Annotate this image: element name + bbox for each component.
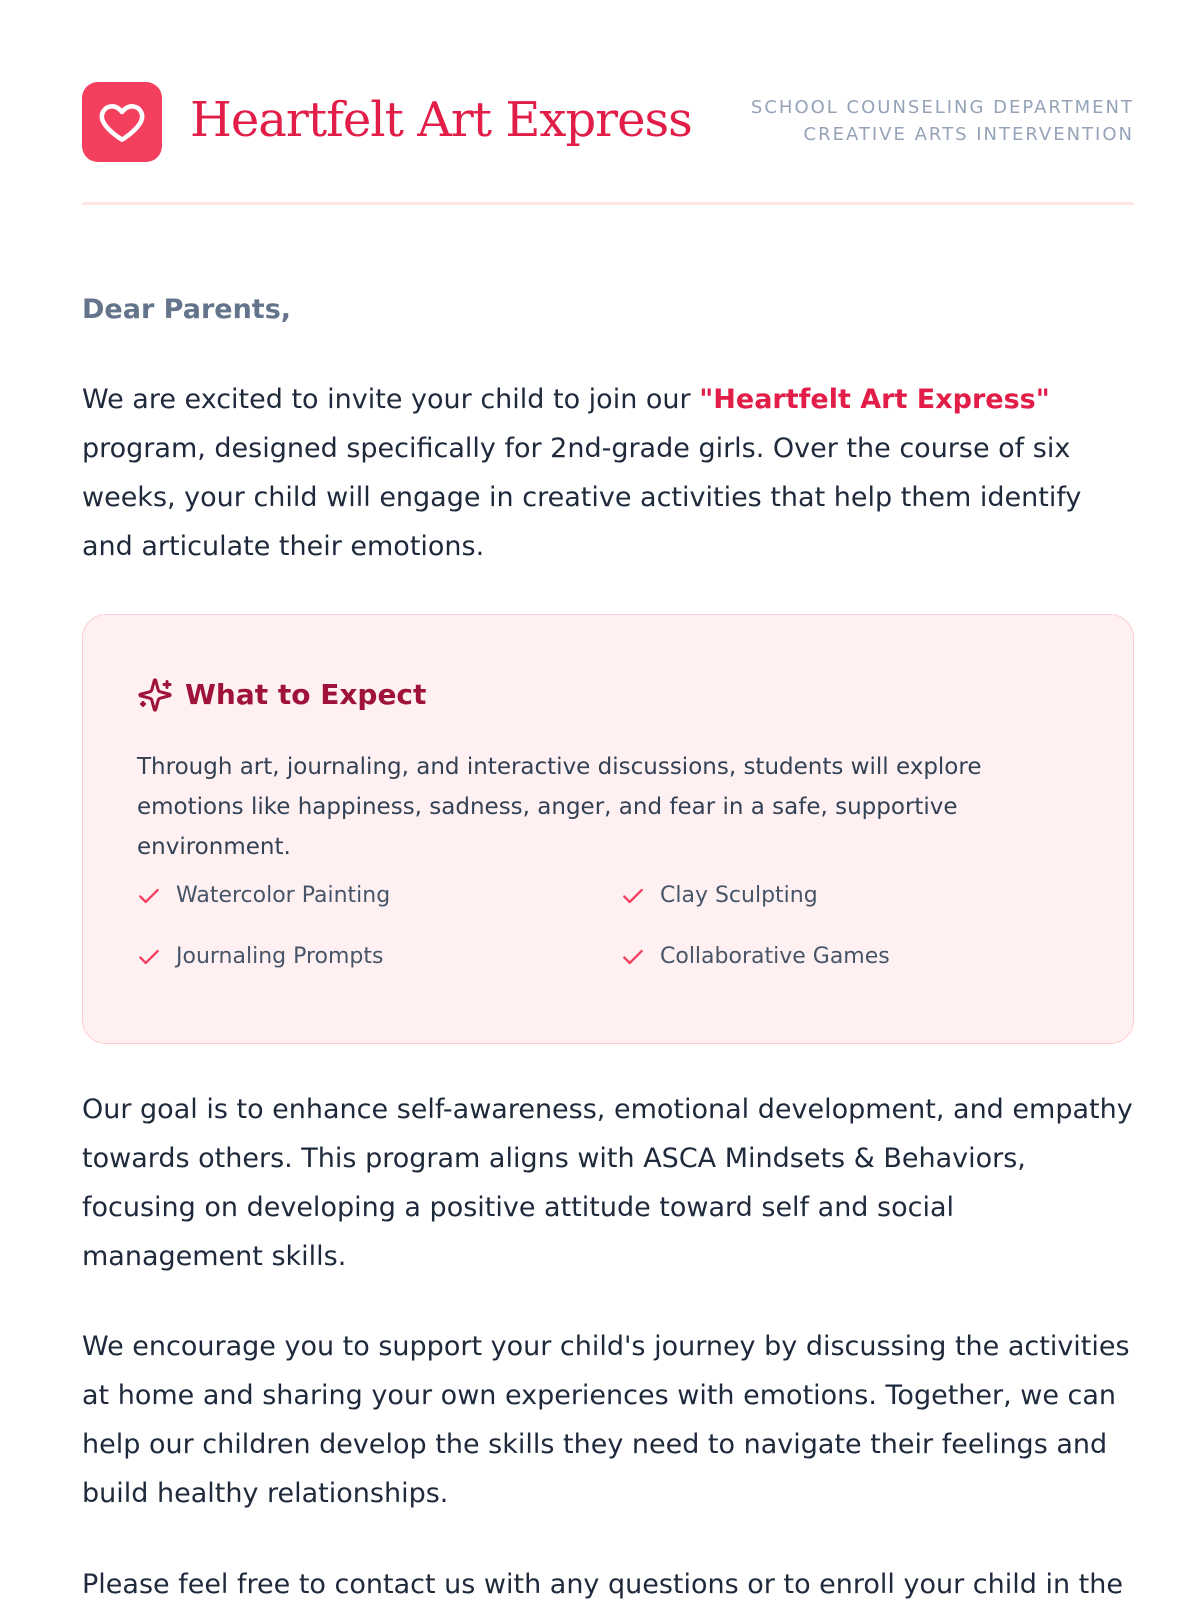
check-icon bbox=[136, 883, 162, 909]
department-info bbox=[751, 94, 1134, 148]
activity-label: Watercolor Painting bbox=[176, 883, 391, 908]
program-type: CREATIVE ARTS INTERVENTION bbox=[803, 124, 1134, 145]
program-name: "Heartfelt Art Express" bbox=[699, 384, 1050, 415]
intro-text-start: We are excited to invite your child to join our bbox=[82, 384, 700, 415]
letter-page bbox=[82, 0, 1134, 1600]
what-to-expect-title: What to Expect bbox=[185, 678, 427, 711]
activity-label: Collaborative Games bbox=[660, 944, 890, 969]
letter-header bbox=[82, 82, 1134, 162]
goal-paragraph: Our goal is to enhance self-awareness, emotional development, and empathy towards others. This program aligns with ASCA Mindsets & Behaviors, focusing on developing a positive attitude toward self and social management skills. bbox=[82, 1094, 1133, 1272]
contact-paragraph: Please feel free to contact us with any questions or to enroll your child in the bbox=[82, 1569, 1123, 1600]
logo bbox=[82, 82, 162, 162]
activity-item bbox=[620, 876, 818, 916]
sparkles-icon bbox=[137, 677, 173, 713]
what-to-expect-heading bbox=[137, 675, 426, 715]
brand-title: Heartfelt Art Express bbox=[190, 92, 692, 148]
activity-item bbox=[136, 876, 390, 916]
activity-item bbox=[136, 937, 384, 977]
what-to-expect-description: Through art, journaling, and interactive discussions, students will explore emotions like happiness, sadness, anger, and fear in a safe, supportive environment. bbox=[137, 754, 982, 860]
what-to-expect-card bbox=[82, 614, 1134, 1044]
check-icon bbox=[620, 944, 646, 970]
intro-text-end: program, designed specifically for 2nd-grade girls. Over the course of six weeks, your child will engage in creative activities that help them identify and articulate their emotions. bbox=[82, 433, 1082, 562]
heart-icon bbox=[97, 97, 147, 147]
check-icon bbox=[136, 944, 162, 970]
activity-item bbox=[620, 937, 890, 977]
activity-label: Clay Sculpting bbox=[660, 883, 818, 908]
salutation: Dear Parents, bbox=[82, 294, 292, 325]
intro-paragraph bbox=[82, 375, 1134, 571]
header-divider bbox=[82, 202, 1134, 205]
department-name: SCHOOL COUNSELING DEPARTMENT bbox=[750, 97, 1134, 118]
support-paragraph: We encourage you to support your child's journey by discussing the activities at home and sharing your own experiences with emotions. Together, we can help our children develop the skills they need to navigate their feelings and build healthy relationships. bbox=[82, 1331, 1130, 1509]
check-icon bbox=[620, 883, 646, 909]
activity-label: Journaling Prompts bbox=[176, 944, 384, 969]
